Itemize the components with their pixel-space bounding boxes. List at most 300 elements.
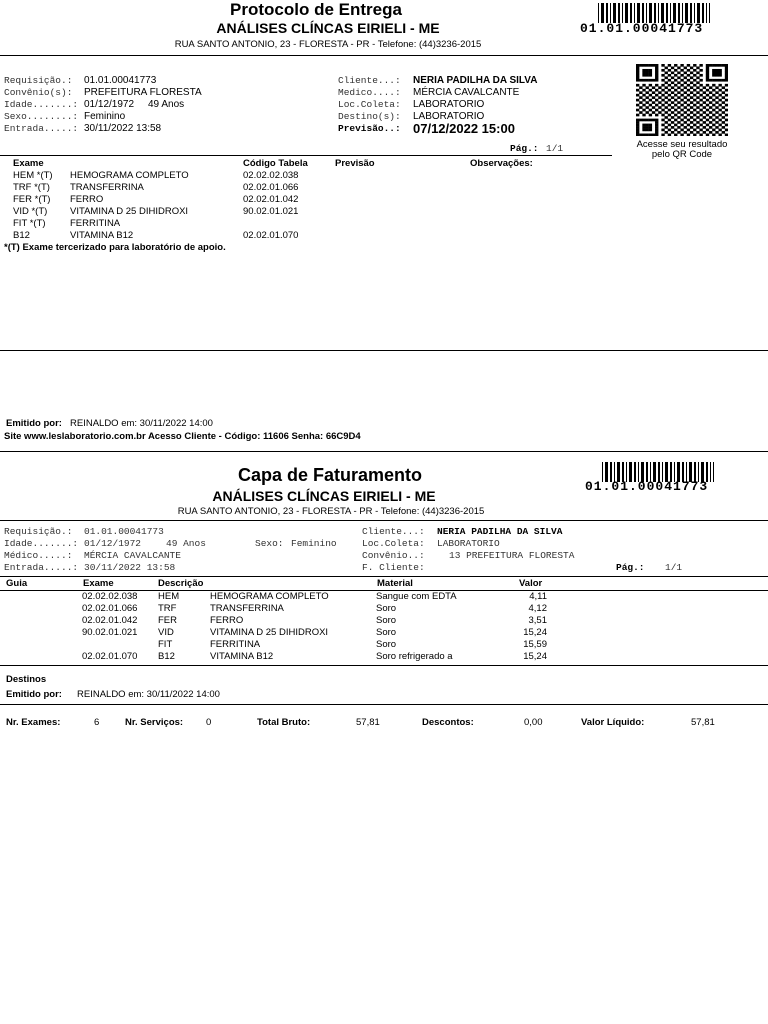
qr-module [668, 64, 671, 67]
qr-module [718, 79, 721, 82]
qr-module [718, 119, 721, 122]
item-exame: VID [158, 627, 174, 638]
qr-module [665, 81, 668, 84]
qr-module [687, 69, 690, 72]
qr-module [696, 86, 699, 89]
qr-module [712, 69, 715, 72]
qr-module [706, 109, 709, 112]
col-valor-header: Valor [519, 578, 543, 589]
qr-module [680, 79, 683, 82]
qr-module [722, 79, 725, 82]
faturamento-address: RUA SANTO ANTONIO, 23 - FLORESTA - PR - Telefone: (44)3236-2015 [177, 506, 485, 517]
qr-module [639, 64, 642, 67]
exam-code: FER *(T) [13, 194, 51, 205]
barcode-bar [637, 3, 640, 23]
item-descricao: FERRO [210, 615, 244, 626]
qr-module [693, 104, 696, 107]
qr-module [674, 89, 677, 92]
qr-module [636, 119, 639, 122]
barcode-bar [646, 3, 647, 23]
qr-module [687, 124, 690, 127]
faturamento-emitido-value: REINALDO em: 30/11/2022 14:00 [77, 689, 220, 700]
qr-module [722, 131, 725, 134]
qr-module [655, 79, 658, 82]
barcode-bar [710, 462, 711, 482]
qr-module [696, 66, 699, 69]
qr-module [649, 94, 652, 97]
faturamento-items-divider [0, 665, 768, 666]
faturamento-title: Capa de Faturamento [237, 465, 423, 485]
qr-module [703, 91, 706, 94]
qr-module [671, 116, 674, 119]
qr-module [655, 124, 658, 127]
qr-module [674, 109, 677, 112]
qr-module [636, 89, 639, 92]
qr-module [687, 64, 690, 67]
exam-code: HEM *(T) [13, 170, 53, 181]
qr-module [712, 114, 715, 117]
qr-module [709, 121, 712, 124]
qr-module [649, 109, 652, 112]
qr-module [696, 111, 699, 114]
barcode-bar [634, 3, 635, 23]
item-exame: FIT [158, 639, 173, 650]
qr-module [684, 111, 687, 114]
qr-module [668, 99, 671, 102]
totals-divider [0, 704, 768, 705]
qr-module [655, 84, 658, 87]
protocolo-pag-label: Pág.: [510, 143, 539, 154]
qr-module [671, 106, 674, 109]
qr-module [712, 104, 715, 107]
item-valor: 15,24 [523, 651, 547, 662]
qr-module [636, 79, 639, 82]
qr-module [680, 94, 683, 97]
qr-module [696, 96, 699, 99]
qr-module [677, 76, 680, 79]
qr-module [665, 126, 668, 129]
qr-module [649, 84, 652, 87]
qr-module [703, 121, 706, 124]
qr-module [639, 134, 642, 136]
qr-module [674, 134, 677, 136]
sexo-value: Feminino [84, 111, 126, 122]
f-label-sexo: Sexo: [255, 538, 284, 549]
qr-module [706, 69, 709, 72]
qr-module [636, 66, 639, 69]
qr-module [703, 116, 706, 119]
f-entrada-value: 30/11/2022 13:58 [84, 562, 176, 573]
qr-module [646, 64, 649, 67]
nr-servicos-value: 0 [206, 717, 212, 728]
qr-module [718, 84, 721, 87]
qr-module [712, 94, 715, 97]
item-valor: 15,59 [523, 639, 547, 650]
qr-module [696, 91, 699, 94]
qr-module [677, 86, 680, 89]
qr-module [687, 119, 690, 122]
exam-name: FERRO [70, 194, 104, 205]
item-valor: 4,11 [529, 591, 547, 602]
item-exame: FER [158, 615, 177, 626]
qr-module [652, 96, 655, 99]
qr-module [655, 121, 658, 124]
qr-module [674, 94, 677, 97]
total-bruto-value: 57,81 [356, 717, 380, 728]
qr-module [642, 99, 645, 102]
qr-module [652, 86, 655, 89]
qr-module [642, 64, 645, 67]
col-f-exame-header: Exame [83, 578, 114, 589]
qr-module [718, 99, 721, 102]
protocolo-title: Protocolo de Entrega [230, 0, 402, 19]
qr-module [718, 89, 721, 92]
qr-module [646, 129, 649, 132]
nr-exames-label: Nr. Exames: [6, 717, 61, 728]
qr-module [709, 86, 712, 89]
qr-module [646, 96, 649, 99]
qr-module [668, 89, 671, 92]
qr-module [699, 114, 702, 117]
label-previsao: Previsão..: [338, 123, 401, 134]
qr-module [674, 129, 677, 132]
qr-module [655, 129, 658, 132]
qr-module [649, 129, 652, 132]
qr-module [715, 96, 718, 99]
qr-module [699, 64, 702, 67]
exam-name: TRANSFERRINA [70, 182, 144, 193]
qr-module [718, 74, 721, 77]
qr-module [709, 101, 712, 104]
qr-module [725, 114, 728, 117]
f-pag-value: 1/1 [665, 562, 683, 573]
qr-module [725, 76, 728, 79]
label-loc-coleta: Loc.Coleta: [338, 99, 401, 110]
qr-module [690, 101, 693, 104]
label-medico: Medico....: [338, 87, 401, 98]
qr-module [671, 86, 674, 89]
qr-module [687, 114, 690, 117]
qr-module [671, 66, 674, 69]
barcode-bar [661, 3, 664, 23]
qr-module [687, 109, 690, 112]
qr-module [687, 74, 690, 77]
protocolo-address: RUA SANTO ANTONIO, 23 - FLORESTA - PR - Telefone: (44)3236-2015 [174, 39, 482, 50]
qr-module [690, 76, 693, 79]
entrada-value: 30/11/2022 13:58 [84, 123, 162, 134]
qr-module [646, 69, 649, 72]
qr-module [646, 71, 649, 74]
exam-code: FIT *(T) [13, 218, 46, 229]
qr-module [671, 71, 674, 74]
qr-module [709, 106, 712, 109]
f-medico-value: MÉRCIA CAVALCANTE [84, 550, 181, 561]
barcode-bar [630, 3, 632, 23]
qr-module [706, 76, 709, 79]
qr-module [684, 96, 687, 99]
barcode-bar [678, 3, 680, 23]
qr-module [693, 119, 696, 122]
qr-module [677, 126, 680, 129]
item-valor: 4,12 [528, 603, 547, 614]
qr-module [709, 79, 712, 82]
qr-module [690, 126, 693, 129]
qr-module [712, 124, 715, 127]
qr-module [661, 74, 664, 77]
qr-module [668, 84, 671, 87]
barcode-bar [601, 3, 604, 23]
qr-module [718, 69, 721, 72]
barcode-bar [682, 3, 683, 23]
qr-module [655, 64, 658, 67]
qr-module [703, 101, 706, 104]
qr-module [684, 131, 687, 134]
qr-module [725, 84, 728, 87]
qr-module [684, 76, 687, 79]
qr-module [709, 64, 712, 67]
qr-module [674, 84, 677, 87]
qr-module [671, 96, 674, 99]
qr-module [649, 71, 652, 74]
qr-module [668, 114, 671, 117]
qr-module [636, 134, 639, 136]
qr-module [649, 124, 652, 127]
label-cliente: Cliente...: [338, 75, 401, 86]
exam-tabela: 90.02.01.021 [243, 206, 299, 217]
qr-module [642, 79, 645, 82]
barcode-bar [642, 3, 644, 23]
item-descricao: HEMOGRAMA COMPLETO [210, 591, 329, 602]
qr-module [706, 124, 709, 127]
qr-module [693, 74, 696, 77]
qr-module [715, 121, 718, 124]
qr-module [725, 69, 728, 72]
qr-module [715, 69, 718, 72]
qr-module [706, 94, 709, 97]
qr-module [642, 126, 645, 129]
qr-module [674, 99, 677, 102]
qr-module [671, 76, 674, 79]
faturamento-top-divider [0, 520, 768, 521]
qr-module [649, 119, 652, 122]
qr-module [684, 106, 687, 109]
qr-module [674, 69, 677, 72]
qr-module [684, 86, 687, 89]
convenio-value: PREFEITURA FLORESTA [84, 87, 202, 98]
qr-module [658, 101, 661, 104]
col-guia-header: Guia [6, 578, 28, 589]
qr-module [706, 134, 709, 136]
qr-module [709, 131, 712, 134]
qr-module [668, 124, 671, 127]
qr-module [636, 104, 639, 107]
qr-module [658, 96, 661, 99]
qr-module [680, 69, 683, 72]
qr-module [709, 126, 712, 129]
medico-value: MÉRCIA CAVALCANTE [413, 87, 520, 98]
qr-module [725, 71, 728, 74]
qr-module [661, 79, 664, 82]
qr-module [718, 71, 721, 74]
col-descricao-header: Descrição [158, 578, 204, 589]
item-exame: TRF [158, 603, 177, 614]
barcode-bar [618, 3, 620, 23]
qr-module [646, 74, 649, 77]
qr-module [674, 119, 677, 122]
label-entrada: Entrada.....: [4, 123, 79, 134]
qr-module [655, 126, 658, 129]
qr-module [706, 119, 709, 122]
qr-module [718, 129, 721, 132]
barcode-bar [706, 3, 707, 23]
qr-module [665, 91, 668, 94]
qr-module [687, 84, 690, 87]
qr-module [665, 116, 668, 119]
qr-module [712, 99, 715, 102]
item-guia: 02.02.02.038 [82, 591, 138, 602]
qr-module [699, 119, 702, 122]
qr-module [715, 79, 718, 82]
f-label-f-cliente: F. Cliente: [362, 562, 425, 573]
qr-module [706, 99, 709, 102]
exam-tabela: 02.02.01.070 [243, 230, 299, 241]
valor-liquido-label: Valor Líquido: [581, 717, 645, 728]
label-destino: Destino(s): [338, 111, 401, 122]
qr-module [725, 79, 728, 82]
qr-module [655, 119, 658, 122]
f-label-cliente: Cliente...: [362, 526, 425, 537]
qr-module [725, 99, 728, 102]
f-idade-value: 01/12/1972 [84, 538, 142, 549]
qr-module [715, 106, 718, 109]
qr-module [639, 119, 642, 122]
qr-module [709, 91, 712, 94]
qr-module [680, 99, 683, 102]
qr-module [652, 134, 655, 136]
qr-module [646, 106, 649, 109]
qr-module [712, 84, 715, 87]
qr-module [649, 89, 652, 92]
qr-module [652, 64, 655, 67]
f-convenio-value: 13 PREFEITURA FLORESTA [449, 550, 575, 561]
qr-module [636, 84, 639, 87]
qr-module [687, 104, 690, 107]
qr-module [652, 79, 655, 82]
idade-value: 01/12/1972 [84, 99, 135, 110]
qr-module [646, 79, 649, 82]
qr-module [706, 129, 709, 132]
qr-module [668, 74, 671, 77]
qr-module [674, 64, 677, 67]
qr-module [693, 129, 696, 132]
qr-module [715, 111, 718, 114]
qr-module [693, 124, 696, 127]
qr-module [642, 129, 645, 132]
qr-module [684, 116, 687, 119]
qr-module [696, 76, 699, 79]
qr-module [699, 124, 702, 127]
qr-module [725, 109, 728, 112]
label-requisicao: Requisição.: [4, 75, 73, 86]
qr-module [649, 134, 652, 136]
qr-module [680, 64, 683, 67]
qr-module [709, 96, 712, 99]
qr-module [649, 69, 652, 72]
qr-module [690, 86, 693, 89]
qr-module [725, 94, 728, 97]
qr-module [703, 131, 706, 134]
qr-module [715, 131, 718, 134]
qr-module [671, 131, 674, 134]
exam-name: VITAMINA D 25 DIHIDROXI [70, 206, 189, 217]
qr-module [642, 124, 645, 127]
barcode-bar [625, 3, 628, 23]
item-valor: 15,24 [523, 627, 547, 638]
qr-module [636, 124, 639, 127]
barcode-bar [697, 3, 700, 23]
qr-module [668, 79, 671, 82]
qr-module [680, 129, 683, 132]
nr-exames-value: 6 [94, 717, 100, 728]
qr-module [718, 109, 721, 112]
barcode-bar [598, 3, 599, 23]
qr-module [690, 131, 693, 134]
qr-module [661, 109, 664, 112]
qr-module [687, 99, 690, 102]
qr-module [722, 121, 725, 124]
qr-module [639, 79, 642, 82]
qr-module [725, 134, 728, 136]
qr-module [661, 89, 664, 92]
qr-module [646, 86, 649, 89]
qr-module [665, 106, 668, 109]
item-material: Soro [376, 615, 397, 626]
qr-module [665, 131, 668, 134]
qr-module [652, 91, 655, 94]
qr-module [646, 111, 649, 114]
requisicao-value: 01.01.00041773 [84, 75, 157, 86]
qr-module [706, 74, 709, 77]
qr-module [646, 101, 649, 104]
qr-module [639, 96, 642, 99]
qr-module [703, 106, 706, 109]
barcode-bar [709, 3, 710, 23]
protocolo-footnote: *(T) Exame tercerizado para laboratório de apoio. [4, 242, 226, 253]
qr-module [706, 71, 709, 74]
qr-module [671, 121, 674, 124]
qr-module [642, 119, 645, 122]
qr-module [699, 69, 702, 72]
qr-module [725, 119, 728, 122]
f-pag-label: Pág.: [616, 562, 645, 573]
qr-module [636, 131, 639, 134]
qr-module [715, 86, 718, 89]
qr-module [715, 116, 718, 119]
qr-module [680, 114, 683, 117]
qr-module [712, 74, 715, 77]
qr-module [687, 134, 690, 136]
qr-module [703, 126, 706, 129]
qr-module [661, 129, 664, 132]
qr-module [718, 94, 721, 97]
col-exame-header: Exame [13, 158, 44, 169]
qr-module [646, 124, 649, 127]
protocolo-barcode-number: 01.01.00041773 [580, 21, 704, 36]
qr-module [661, 84, 664, 87]
qr-module [680, 84, 683, 87]
qr-module [690, 111, 693, 114]
qr-module [699, 99, 702, 102]
